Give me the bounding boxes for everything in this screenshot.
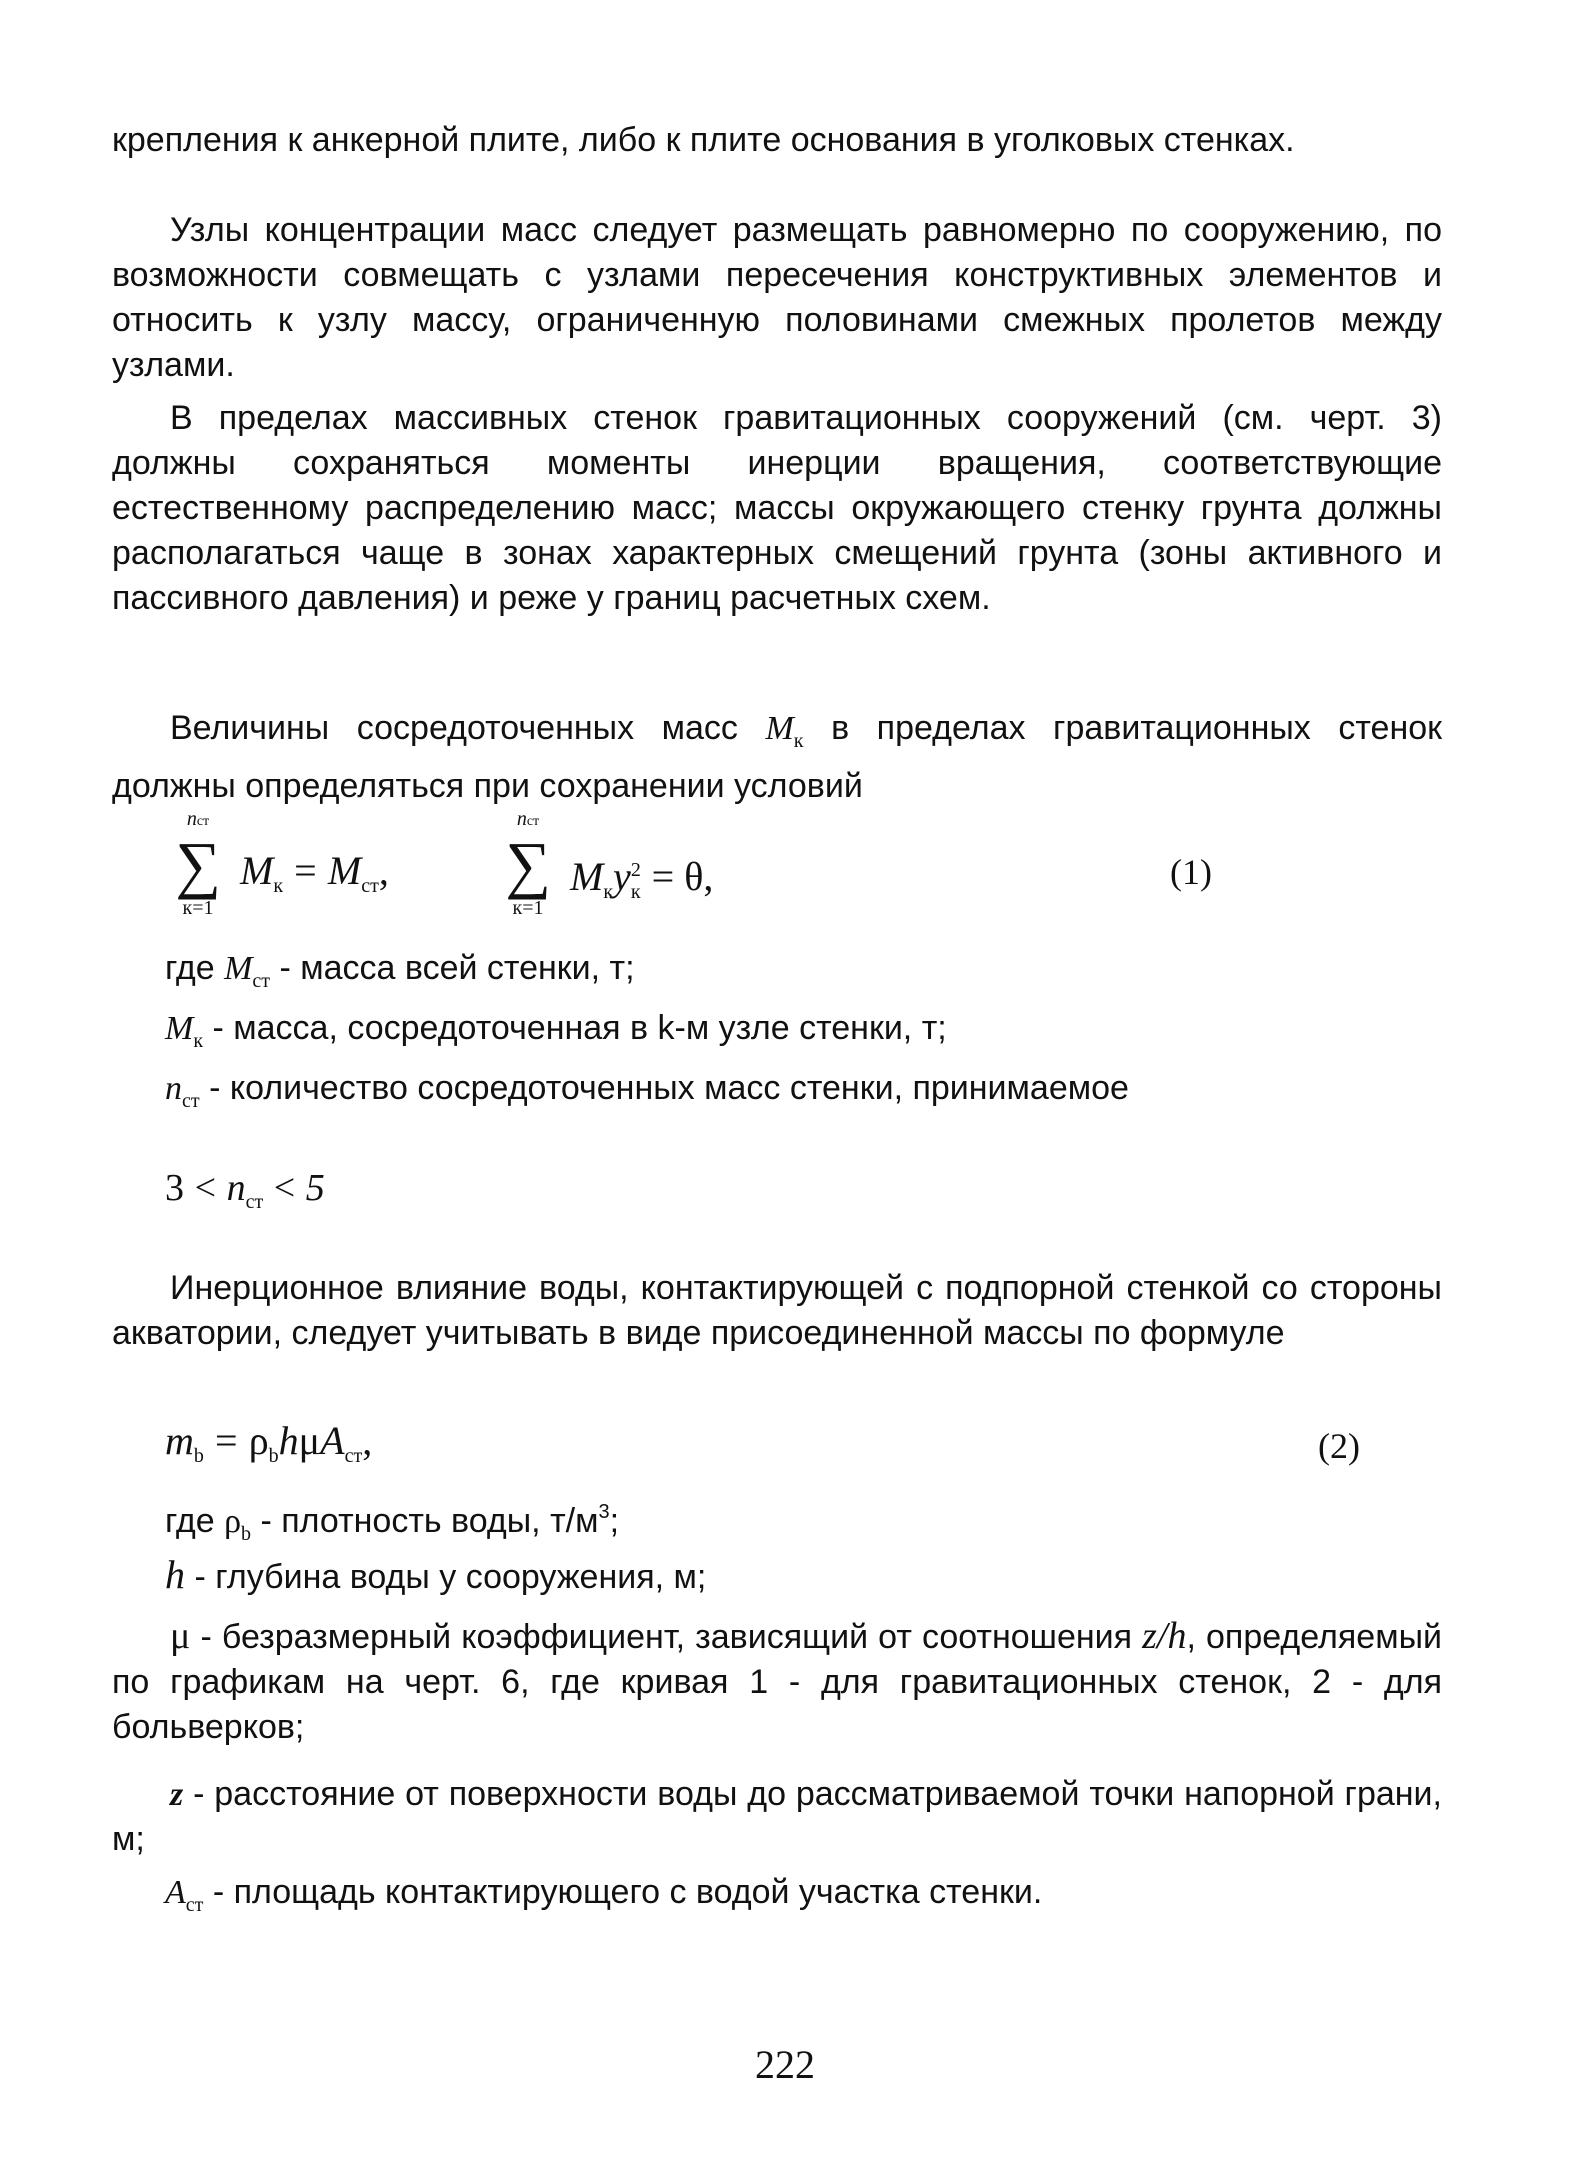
definition-z: z - расстояние от поверхности воды до рассматриваемой точки напорной грани, м; — [112, 1775, 1442, 1858]
equation-number-2: (2) — [1318, 1426, 1360, 1466]
paragraph-text: В пределах массивных стенок гравитационных сооружений (см. черт. 3) должны сохраняться моменты инерции вращения, соответствующие естественному распределению масс; массы окружающего стенку грунта должны располагаться чаще в зонах характерных смещений грунта (зоны активного и пассивного давления) и реже у границ расчетных схем. — [112, 399, 1442, 617]
definition-M-k: $M_к$ - масса, сосредоточенная в k-м узле стенки, т; — [165, 1009, 947, 1052]
inequality-n-st: $3 < n_{ст} < 5$ — [165, 1167, 325, 1213]
equation-2: $m_b = \rho_bh\mu A_{ст}$, — [165, 1418, 373, 1467]
paragraph-text: Узлы концентрации масс следует размещать равномерно по сооружению, по возможности совмещать с узлами пересечения конструктивных элементов и относить к узлу массу, ограниченную половинами смежных пролетов между узлами. — [112, 211, 1442, 384]
paragraph-concentrated-masses — [112, 706, 1442, 809]
definition-M-st: где $M_{ст}$ - масса всей стенки, т; — [165, 949, 635, 992]
equation-1-part-a: $M_к = M_{ст}$, — [240, 848, 389, 897]
definition-mu: μ - безразмерный коэффициент, зависящий от соотношения z/h, определяемый по графикам на черт. 6, где кривая 1 - для гравитационных стенок, 2 - для больверков; — [112, 1615, 1442, 1746]
sum-operator: nст ∑ к=1 — [505, 808, 551, 919]
equation-number-1: (1) — [1170, 852, 1212, 892]
paragraph-mass-nodes — [112, 208, 1442, 388]
paragraph-text: крепления к анкерной плите, либо к плите основания в уголковых стенках. — [112, 121, 1295, 159]
paragraph-continuation — [112, 118, 1442, 163]
equation-1-part-b: $M_кy^2_к = \theta$, — [570, 854, 714, 903]
symbol-Mk: $M_к$ — [765, 710, 804, 752]
definition-h: h - глубина воды у сооружения, м; — [165, 1552, 707, 1597]
paragraph-text: Величины сосредоточенных масс — [170, 709, 738, 747]
paragraph-water-inertia — [112, 1266, 1442, 1356]
definition-A-st: $A_{ст}$ - площадь контактирующего с водой участка стенки. — [165, 1873, 1043, 1916]
sum-operator: nст ∑ к=1 — [175, 808, 221, 919]
page-number: 222 — [755, 2042, 815, 2087]
definition-rho: где $\rho_b$ - плотность воды, $т/м^3$; — [165, 1501, 620, 1545]
definition-n-st: $n_{ст}$ - количество сосредоточенных масс стенки, принимаемое — [165, 1069, 1129, 1112]
paragraph-text: в пределах гравитационных стенок должны определяться при сохранении условий — [112, 709, 1443, 805]
paragraph-massive-walls — [112, 396, 1442, 621]
paragraph-text: Инерционное влияние воды, контактирующей с подпорной стенкой со стороны акватории, следует учитывать в виде присоединенной массы по формуле — [112, 1269, 1442, 1352]
